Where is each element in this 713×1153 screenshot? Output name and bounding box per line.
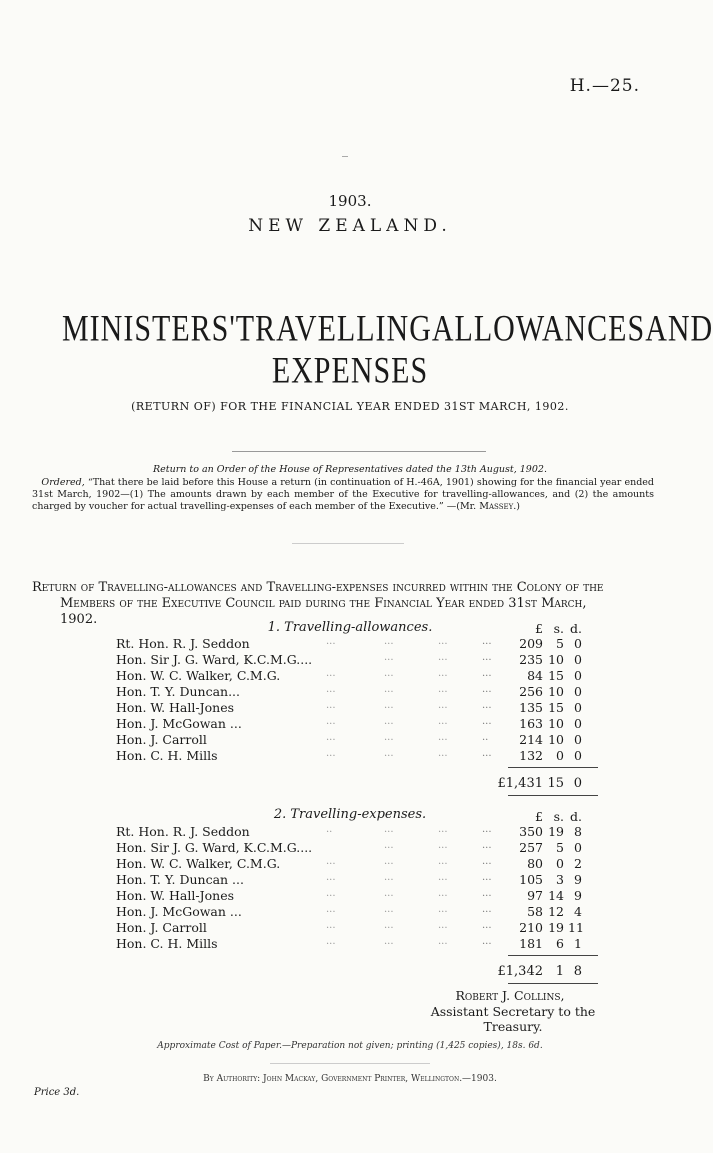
table-row: Rt. Hon. R. J. Seddon .. ... ... ... 350 19 8 (116, 824, 582, 839)
amount-shillings: 10 (548, 732, 564, 747)
amount-shillings: 0 (556, 856, 564, 871)
return-heading-line-3: 1902. (60, 612, 98, 627)
footer-divider (270, 1063, 430, 1064)
header-pence: d. (570, 809, 582, 824)
table-row: Hon. T. Y. Duncan ... ... ... ... ... 105 3 9 (116, 872, 582, 887)
table-row: Hon. J. McGowan ... ... ... ... ... 163 10 0 (116, 716, 582, 731)
country: NEW ZEALAND. (248, 216, 452, 236)
amount-pence: 0 (574, 840, 582, 855)
amount-shillings: 3 (556, 872, 564, 887)
header-pounds: £ (535, 809, 543, 824)
section-1-column-headers (116, 621, 616, 637)
amount-pounds: 84 (527, 668, 543, 683)
total-pounds: £1,342 (497, 964, 543, 979)
section-2-title: 2. Travelling-expenses. (273, 807, 427, 822)
member-name: Hon. T. Y. Duncan ... (116, 872, 244, 887)
header-shillings: s. (553, 809, 564, 824)
amount-pounds: 97 (527, 888, 543, 903)
amount-pence: 9 (574, 888, 582, 903)
title-line-1 (62, 308, 713, 351)
total-pence: 8 (573, 964, 582, 979)
total-shillings: 15 (547, 776, 564, 791)
member-name: Hon. T. Y. Duncan... (116, 684, 241, 699)
member-name: Hon. Sir J. G. Ward, K.C.M.G.... (116, 652, 313, 667)
title-word-2: TRAVELLING (235, 308, 432, 350)
header-pounds: £ (535, 621, 543, 636)
amount-shillings: 5 (556, 840, 564, 855)
amount-shillings: 15 (548, 700, 564, 715)
amount-shillings: 19 (548, 824, 564, 839)
member-name: Rt. Hon. R. J. Seddon (116, 824, 250, 839)
member-name: Rt. Hon. R. J. Seddon (116, 636, 250, 651)
table-row: Hon. T. Y. Duncan... ... ... ... ... 256 10 0 (116, 684, 582, 699)
return-heading-line-1: Return of Travelling-allowances and Travelling-expenses incurred within the Colony of the (32, 580, 604, 595)
amount-pounds: 257 (519, 840, 543, 855)
signatory-name: Robert J. Collins, (455, 988, 565, 1003)
amount-pounds: 209 (519, 636, 543, 651)
total-pounds: £1,431 (497, 776, 543, 791)
amount-pence: 0 (574, 716, 582, 731)
section-2-total (116, 964, 616, 980)
order-member: Massey.) (479, 501, 520, 512)
amount-pounds: 132 (519, 748, 543, 763)
member-name: Hon. Sir J. G. Ward, K.C.M.G.... (116, 840, 313, 855)
title-line-2: EXPENSES (271, 350, 429, 392)
total-rule-bottom (508, 983, 598, 984)
amount-pounds: 256 (519, 684, 543, 699)
order-heading: Return to an Order of the House of Representatives dated the 13th August, 1902. (153, 464, 547, 475)
price: Price 3d. (34, 1087, 80, 1098)
total-shillings: 1 (555, 964, 564, 979)
amount-pounds: 135 (519, 700, 543, 715)
member-name: Hon. W. C. Walker, C.M.G. (116, 668, 281, 683)
return-heading-line-2: Members of the Executive Council paid during the Financial Year ended 31st March, (60, 596, 587, 611)
member-name: Hon. W. C. Walker, C.M.G. (116, 856, 281, 871)
paper-reference: H.—25. (569, 76, 640, 96)
section-1-title: 1. Travelling-allowances. (267, 620, 433, 635)
table-row: Hon. Sir J. G. Ward, K.C.M.G.... ... ... ... 257 5 0 (116, 840, 582, 855)
amount-pence: 0 (574, 700, 582, 715)
section-2-column-headers (116, 809, 616, 825)
title-word-1: MINISTERS' (62, 308, 236, 350)
amount-shillings: 6 (556, 936, 564, 951)
amount-shillings: 14 (548, 888, 564, 903)
total-pence: 0 (573, 776, 582, 791)
total-rule-bottom (508, 795, 598, 796)
signatory-title: Assistant Secretary to the Treasury. (430, 1004, 596, 1034)
ordered-word: Ordered, (41, 477, 85, 488)
member-name: Hon. W. Hall-Jones (116, 700, 235, 715)
ornament-dash (342, 156, 348, 157)
amount-pence: 1 (574, 936, 582, 951)
table-row: Hon. Sir J. G. Ward, K.C.M.G.... ... ... ... 235 10 0 (116, 652, 582, 667)
table-row: Hon. J. McGowan ... ... ... ... ... 58 12 4 (116, 904, 582, 919)
amount-shillings: 10 (548, 652, 564, 667)
amount-pence: 4 (574, 904, 582, 919)
table-row: Hon. C. H. Mills ... ... ... ... 132 0 0 (116, 748, 582, 763)
member-name: Hon. J. Carroll (116, 732, 207, 747)
amount-pounds: 80 (527, 856, 543, 871)
amount-pence: 0 (574, 668, 582, 683)
member-name: Hon. J. Carroll (116, 920, 207, 935)
amount-shillings: 12 (548, 904, 564, 919)
order-text (32, 477, 654, 513)
cost-note: Approximate Cost of Paper.—Preparation not given; printing (1,425 copies), 18s. 6d. (157, 1041, 543, 1051)
amount-pounds: 163 (519, 716, 543, 731)
table-row: Hon. J. Carroll ... ... ... ... 210 19 11 (116, 920, 584, 935)
amount-pence: 0 (574, 732, 582, 747)
table-row: Hon. C. H. Mills ... ... ... ... 181 6 1 (116, 936, 582, 951)
header-shillings: s. (553, 621, 564, 636)
table-row: Hon. W. Hall-Jones ... ... ... ... 97 14 9 (116, 888, 582, 903)
table-row: Hon. W. Hall-Jones ... ... ... ... 135 15 0 (116, 700, 582, 715)
amount-pounds: 235 (519, 652, 543, 667)
amount-pence: 9 (574, 872, 582, 887)
section-1-total (116, 776, 616, 792)
amount-shillings: 0 (556, 748, 564, 763)
title-word-4: AND (645, 308, 713, 350)
member-name: Hon. C. H. Mills (116, 936, 218, 951)
member-name: Hon. J. McGowan ... (116, 716, 242, 731)
amount-pence: 8 (574, 824, 582, 839)
amount-shillings: 5 (556, 636, 564, 651)
amount-pence: 0 (574, 652, 582, 667)
amount-pounds: 214 (519, 732, 543, 747)
table-row: Rt. Hon. R. J. Seddon ... ... ... ... 209 5 0 (116, 636, 582, 651)
amount-pence: 0 (574, 636, 582, 651)
amount-pounds: 210 (519, 920, 543, 935)
amount-shillings: 15 (548, 668, 564, 683)
total-rule-top (508, 767, 598, 768)
title-word-3: ALLOWANCES (431, 308, 646, 350)
amount-pence: 0 (574, 684, 582, 699)
amount-pounds: 350 (519, 824, 543, 839)
total-rule-top (508, 955, 598, 956)
table-row: Hon. J. Carroll ... ... ... .. 214 10 0 (116, 732, 582, 747)
amount-shillings: 19 (548, 920, 564, 935)
amount-pounds: 58 (527, 904, 543, 919)
amount-pounds: 181 (519, 936, 543, 951)
table-row: Hon. W. C. Walker, C.M.G. ... ... ... ... 80 0 2 (116, 856, 582, 871)
amount-pounds: 105 (519, 872, 543, 887)
amount-pence: 11 (568, 920, 584, 935)
member-name: Hon. C. H. Mills (116, 748, 218, 763)
year: 1903. (328, 192, 372, 210)
divider-2 (292, 543, 404, 544)
divider (232, 451, 486, 452)
amount-shillings: 10 (548, 716, 564, 731)
member-name: Hon. J. McGowan ... (116, 904, 242, 919)
order-body-text: “That there be laid before this House a return (in continuation of H.-46A, 1901) showing for the financial year ended 31st March, 1902—(1) The amounts drawn by each member of the Executive for travelling-allowances, and (2) the amounts charged by voucher for actual travelling-expenses of each member of the Executive.” —(Mr. (32, 477, 655, 512)
amount-pence: 0 (574, 748, 582, 763)
subtitle: (RETURN OF) FOR THE FINANCIAL YEAR ENDED 31ST MARCH, 1902. (131, 400, 569, 413)
amount-shillings: 10 (548, 684, 564, 699)
amount-pence: 2 (574, 856, 582, 871)
member-name: Hon. W. Hall-Jones (116, 888, 235, 903)
printer-line: By Authority: John Mackay, Government Printer, Wellington.—1903. (203, 1074, 497, 1084)
table-row: Hon. W. C. Walker, C.M.G. ... ... ... ... 84 15 0 (116, 668, 582, 683)
header-pence: d. (570, 621, 582, 636)
